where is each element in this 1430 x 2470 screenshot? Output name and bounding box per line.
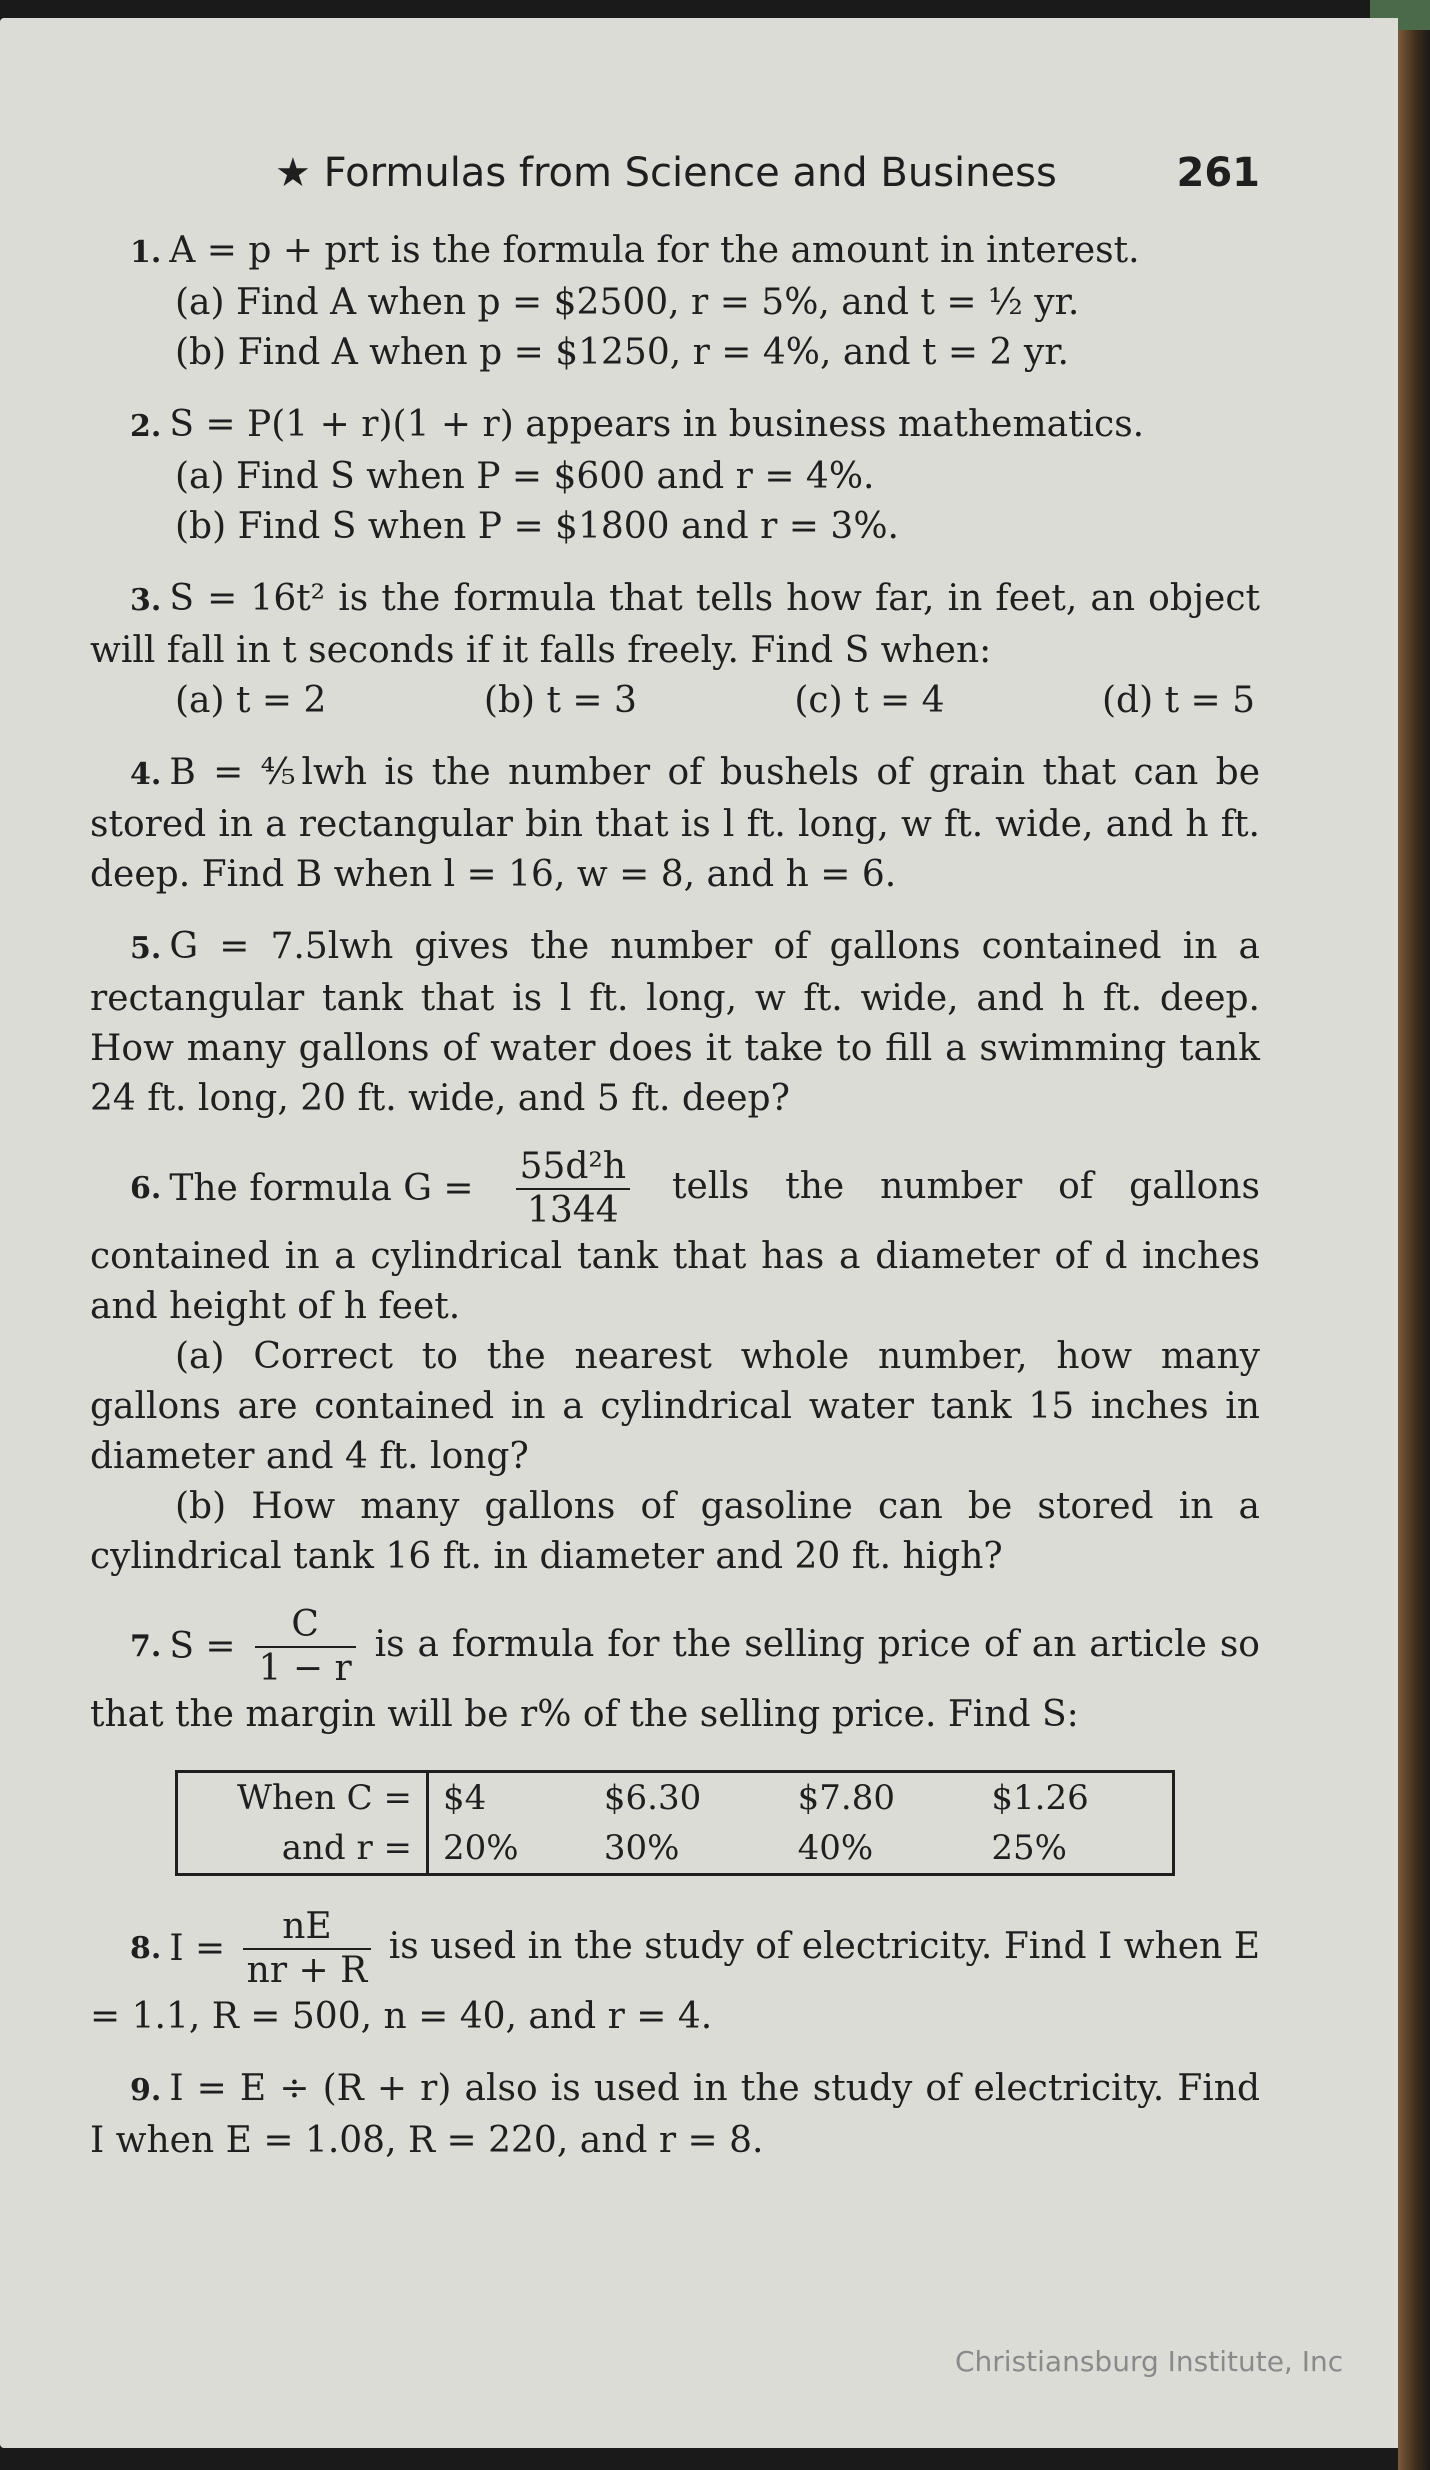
formula-prefix: S = (169, 1626, 236, 1667)
subpart-a: (a) Find A when p = $2500, r = 5%, and t = ½ yr. (175, 282, 1080, 323)
page-number: 261 (1176, 150, 1260, 196)
problem-stem: is a formula for the selling price of an article so that the margin will be r% of the selling price. Find S: (90, 1624, 1260, 1735)
answer-options (175, 676, 1255, 726)
problem-2 (90, 400, 1260, 552)
problem-stem: B = ⅘lwh is the number of bushels of grain that can be stored in a rectangular bin that is l ft. long, w ft. wide, and h ft. deep. Find B when l = 16, w = 8, and h = 6. (90, 752, 1260, 895)
problem-6 (90, 1146, 1260, 1582)
problem-3 (90, 574, 1260, 726)
formula-prefix: I = (169, 1928, 226, 1969)
formula-prefix: The formula G = (169, 1168, 474, 1209)
problem-number: 2. (130, 409, 162, 444)
problem-stem: S = 16t² is the formula that tells how far, in feet, an object will fall in t seconds if it falls freely. Find S when: (90, 578, 1260, 671)
subpart-b: (b) How many gallons of gasoline can be stored in a cylindrical tank 16 ft. in diameter and 20 ft. high? (90, 1486, 1260, 1577)
problem-4 (90, 748, 1260, 900)
table-cell: $6.30 (603, 1778, 702, 1818)
option-d: (d) t = 5 (1102, 680, 1255, 721)
problem-number: 3. (130, 583, 162, 618)
subpart-b: (b) Find S when P = $1800 and r = 3%. (175, 506, 899, 547)
problem-number: 1. (130, 235, 162, 270)
problem-9 (90, 2064, 1260, 2166)
problem-stem: S = P(1 + r)(1 + r) appears in business mathematics. (169, 404, 1145, 445)
formula-fraction (516, 1146, 630, 1232)
table-cell: 40% (797, 1828, 874, 1868)
book-page (0, 18, 1398, 2448)
fraction-numerator: C (255, 1604, 356, 1648)
problem-5 (90, 922, 1260, 1124)
problem-number: 5. (130, 931, 162, 966)
problem-number: 6. (130, 1171, 162, 1206)
row-label: and r = (177, 1823, 428, 1875)
problem-number: 8. (130, 1931, 162, 1966)
problem-number: 7. (130, 1629, 162, 1664)
fraction-numerator: nE (243, 1906, 372, 1950)
formula-fraction (255, 1604, 356, 1690)
table-cell: $4 (443, 1778, 487, 1818)
watermark-credit: Christiansburg Institute, Inc (955, 2345, 1344, 2378)
problem-stem: A = p + prt is the formula for the amount in interest. (169, 230, 1140, 271)
table-row (177, 1772, 1174, 1824)
row-label: When C = (177, 1772, 428, 1824)
option-c: (c) t = 4 (794, 680, 945, 721)
subpart-a: (a) Correct to the nearest whole number, how many gallons are contained in a cylindrical water tank 15 inches in diameter and 4 ft. long? (90, 1336, 1260, 1477)
fraction-denominator: nr + R (246, 1950, 368, 1991)
book-spine (1398, 0, 1430, 2470)
problem-stem: G = 7.5lwh gives the number of gallons contained in a rectangular tank that is l ft. long, w ft. wide, and h ft. deep. How many gallons of water does it take to fill a swimming tank 24 ft. long, 20 ft. wide, and 5 ft. deep? (90, 926, 1260, 1119)
table-cell: $7.80 (797, 1778, 896, 1818)
fraction-denominator: 1344 (526, 1190, 619, 1231)
subpart-b: (b) Find A when p = $1250, r = 4%, and t = 2 yr. (175, 332, 1069, 373)
table-row (177, 1823, 1174, 1875)
problem-stem: tells the number of gallons contained in a cylindrical tank that has a diameter of d inches and height of h feet. (90, 1166, 1261, 1327)
option-b: (b) t = 3 (483, 680, 637, 721)
table-cell: 20% (443, 1828, 519, 1868)
fraction-denominator: 1 − r (258, 1648, 352, 1689)
values-table (175, 1770, 1175, 1876)
problem-number: 4. (130, 757, 162, 792)
option-a: (a) t = 2 (175, 680, 327, 721)
problem-stem: is used in the study of electricity. Find I when E = 1.1, R = 500, n = 40, and r = 4. (90, 1926, 1260, 2037)
problem-8 (90, 1906, 1260, 2042)
page-header (90, 148, 1260, 208)
problem-stem: I = E ÷ (R + r) also is used in the study of electricity. Find I when E = 1.08, R = 220, and r = 8. (90, 2068, 1260, 2161)
problem-1 (90, 226, 1260, 378)
problem-7 (90, 1604, 1260, 1876)
page-title: ★ Formulas from Science and Business (275, 150, 1057, 196)
subpart-a: (a) Find S when P = $600 and r = 4%. (175, 456, 875, 497)
page-content (90, 148, 1260, 2188)
fraction-numerator: 55d²h (516, 1146, 630, 1190)
table-cell: 25% (991, 1828, 1067, 1868)
table-cell: 30% (603, 1828, 680, 1868)
problem-number: 9. (130, 2073, 162, 2108)
table-cell: $1.26 (991, 1778, 1089, 1818)
formula-fraction (243, 1906, 372, 1992)
